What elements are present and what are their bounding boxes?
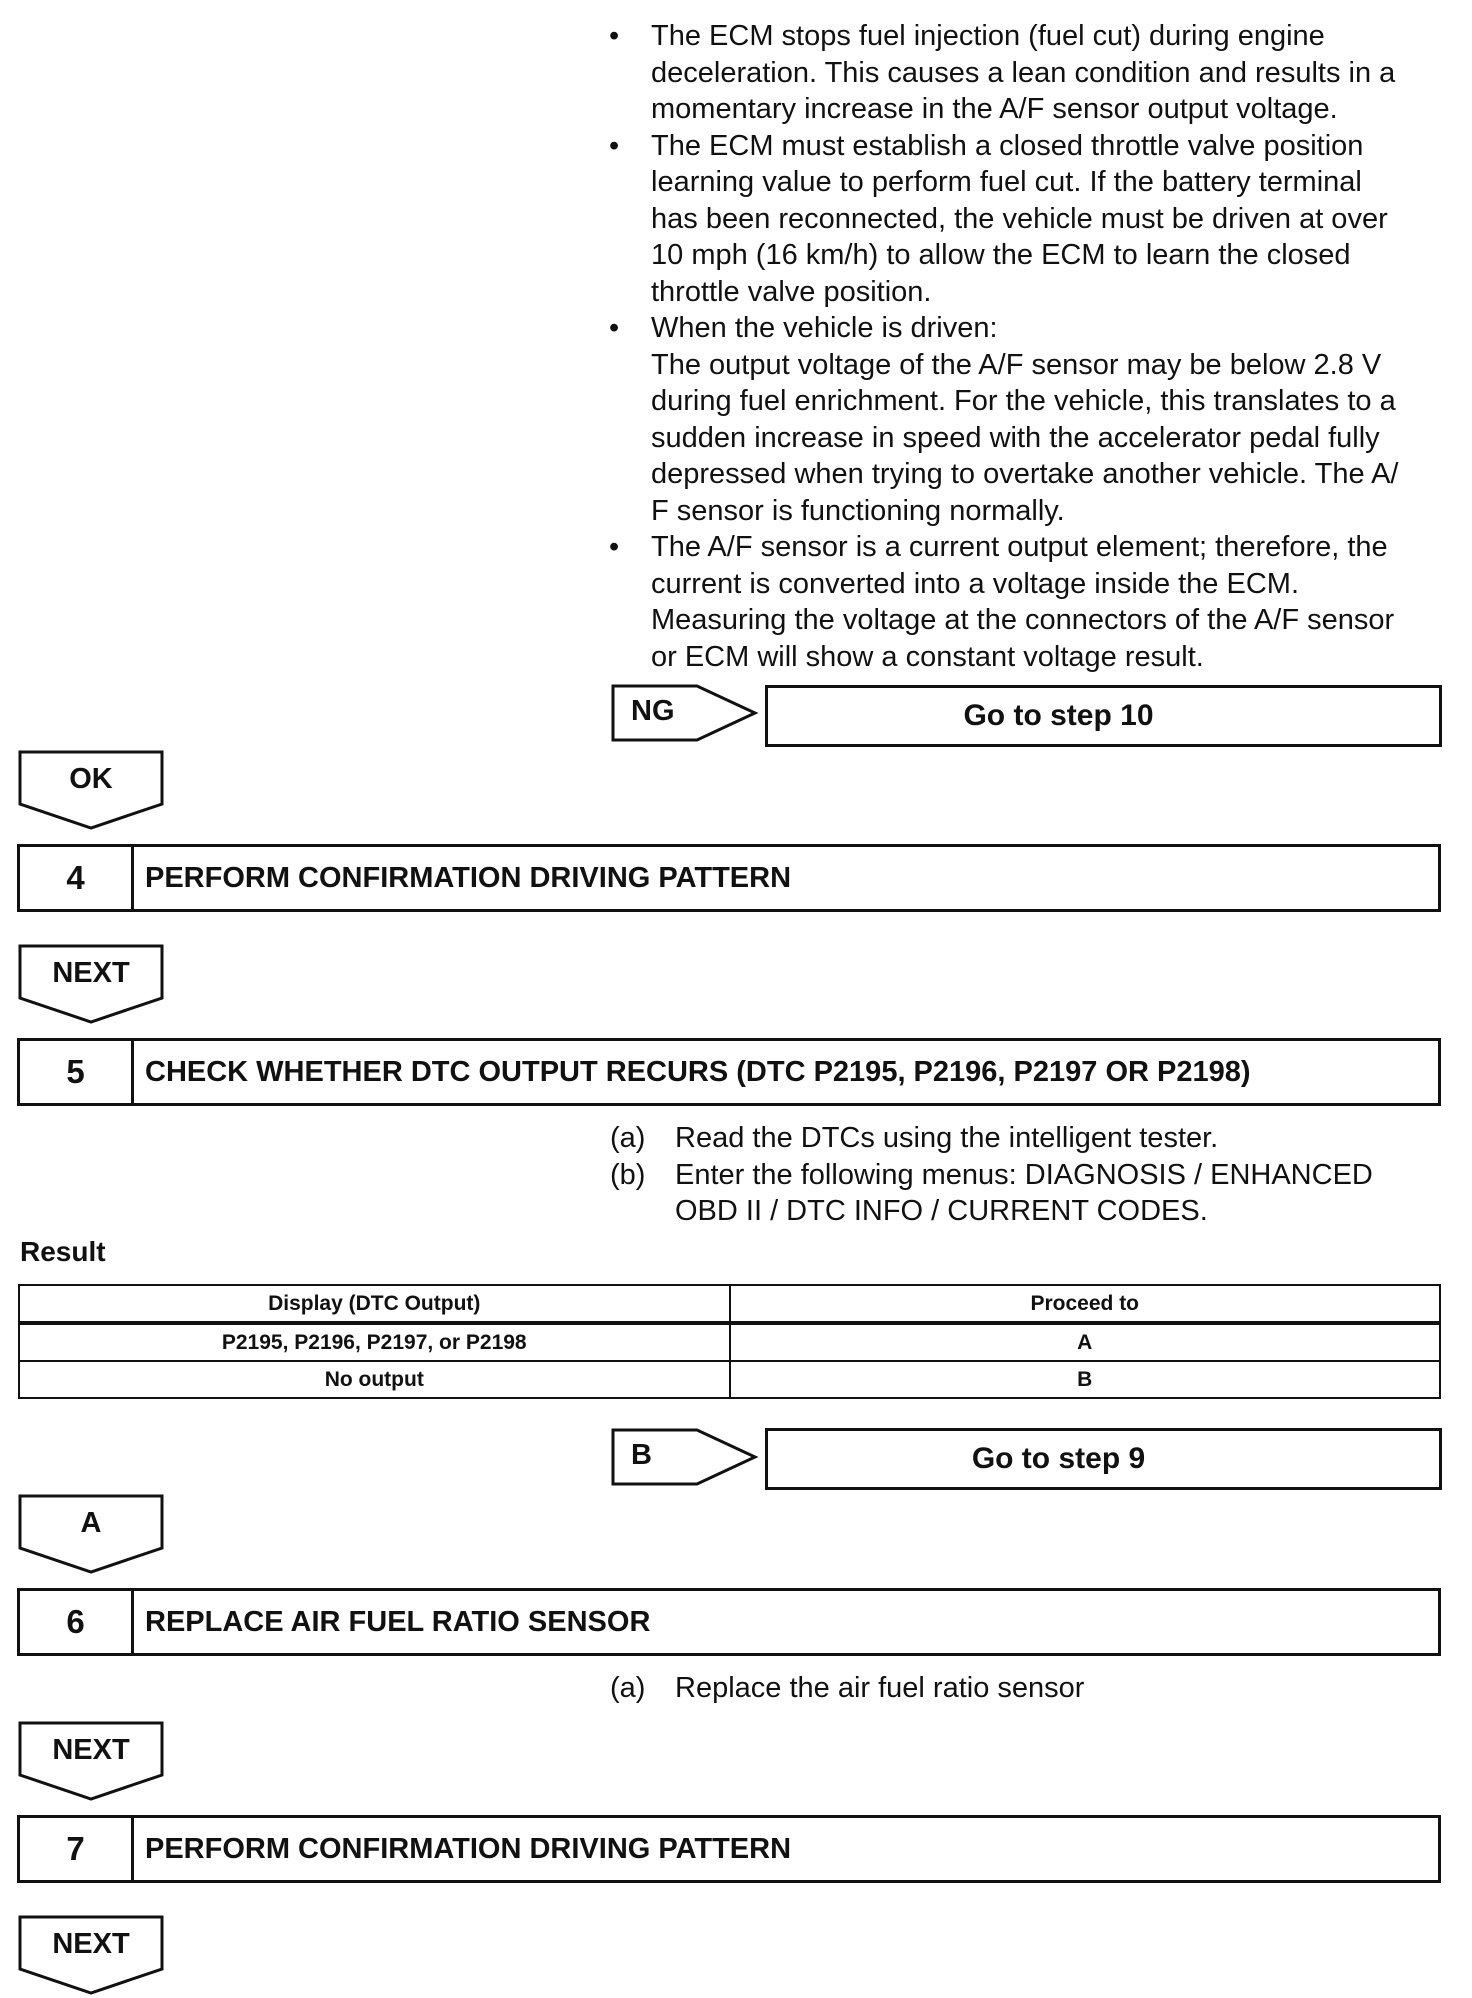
bullet-marker: •	[609, 129, 620, 162]
notes-list	[603, 18, 1443, 675]
ok-tag[interactable]: OK	[18, 750, 168, 830]
step-6-header	[17, 1588, 1441, 1656]
step-title: CHECK WHETHER DTC OUTPUT RECURS (DTC P2195, P2196, P2197 OR P2198)	[145, 1055, 1251, 1088]
table-header-row	[19, 1285, 1440, 1323]
step-title: PERFORM CONFIRMATION DRIVING PATTERN	[145, 1832, 792, 1865]
step-5-substeps	[610, 1120, 1450, 1230]
step-6-substeps	[610, 1670, 1450, 1707]
table-row	[19, 1323, 1440, 1361]
table-cell: No output	[19, 1361, 730, 1398]
bullet-marker: •	[609, 531, 620, 563]
step-7-header	[17, 1815, 1441, 1883]
step-title: REPLACE AIR FUEL RATIO SENSOR	[145, 1605, 651, 1638]
substep-item: (a) Read the DTCs using the intelligent tester.	[610, 1122, 1219, 1154]
step-4-header	[17, 844, 1441, 912]
table-cell: B	[730, 1361, 1441, 1398]
next-tag[interactable]: NEXT	[18, 1915, 168, 1995]
next-tag[interactable]: NEXT	[18, 1721, 168, 1801]
go-to-step-10-button[interactable]: Go to step 10	[765, 685, 1442, 747]
note-item: • The ECM must establish a closed throttle valve position learning value to perform fuel cut. If the battery terminal has been reconnected, the vehicle must be driven at over 10 mph (16 km/h) to allow the ECM to learn the closed throttle valve position.	[609, 129, 1388, 308]
go-to-step-9-button[interactable]: Go to step 9	[765, 1428, 1442, 1490]
table-cell: P2195, P2196, P2197, or P2198	[19, 1323, 730, 1361]
result-table	[18, 1284, 1441, 1399]
next-tag[interactable]: NEXT	[18, 944, 168, 1024]
step-number: 4	[20, 847, 134, 909]
table-cell: A	[730, 1323, 1441, 1361]
column-header: Proceed to	[730, 1285, 1441, 1323]
bullet-marker: •	[609, 20, 620, 52]
a-tag[interactable]: A	[18, 1494, 168, 1574]
step-5-header	[17, 1038, 1441, 1106]
note-item: • The ECM stops fuel injection (fuel cut) during engine deceleration. This causes a lean condition and results in a momentary increase in the A/F sensor output voltage.	[609, 20, 1396, 125]
result-label: Result	[20, 1236, 106, 1267]
bullet-marker: •	[609, 312, 620, 344]
note-item: • The A/F sensor is a current output element; therefore, the current is converted into a voltage inside the ECM. Measuring the voltage at the connectors of the A/F sensor or ECM will show a constant voltage result.	[609, 531, 1395, 673]
step-number: 7	[20, 1818, 134, 1880]
step-number: 5	[20, 1041, 134, 1103]
table-row	[19, 1361, 1440, 1398]
substep-item: (b) Enter the following menus: DIAGNOSIS / ENHANCED OBD II / DTC INFO / CURRENT CODES.	[610, 1158, 1373, 1227]
column-header: Display (DTC Output)	[19, 1285, 730, 1323]
substep-item: (a) Replace the air fuel ratio sensor	[610, 1672, 1085, 1704]
step-title: PERFORM CONFIRMATION DRIVING PATTERN	[145, 861, 792, 894]
ng-tag[interactable]: NG	[611, 684, 761, 742]
b-tag[interactable]: B	[611, 1428, 761, 1486]
note-item: • When the vehicle is driven: The output voltage of the A/F sensor may be below 2.8 V during fuel enrichment. For the vehicle, this translates to a sudden increase in speed with the accelerator pedal fully depressed when trying to overtake another vehicle. The A/ F sensor is functioning normally.	[609, 312, 1399, 527]
step-number: 6	[20, 1591, 134, 1653]
